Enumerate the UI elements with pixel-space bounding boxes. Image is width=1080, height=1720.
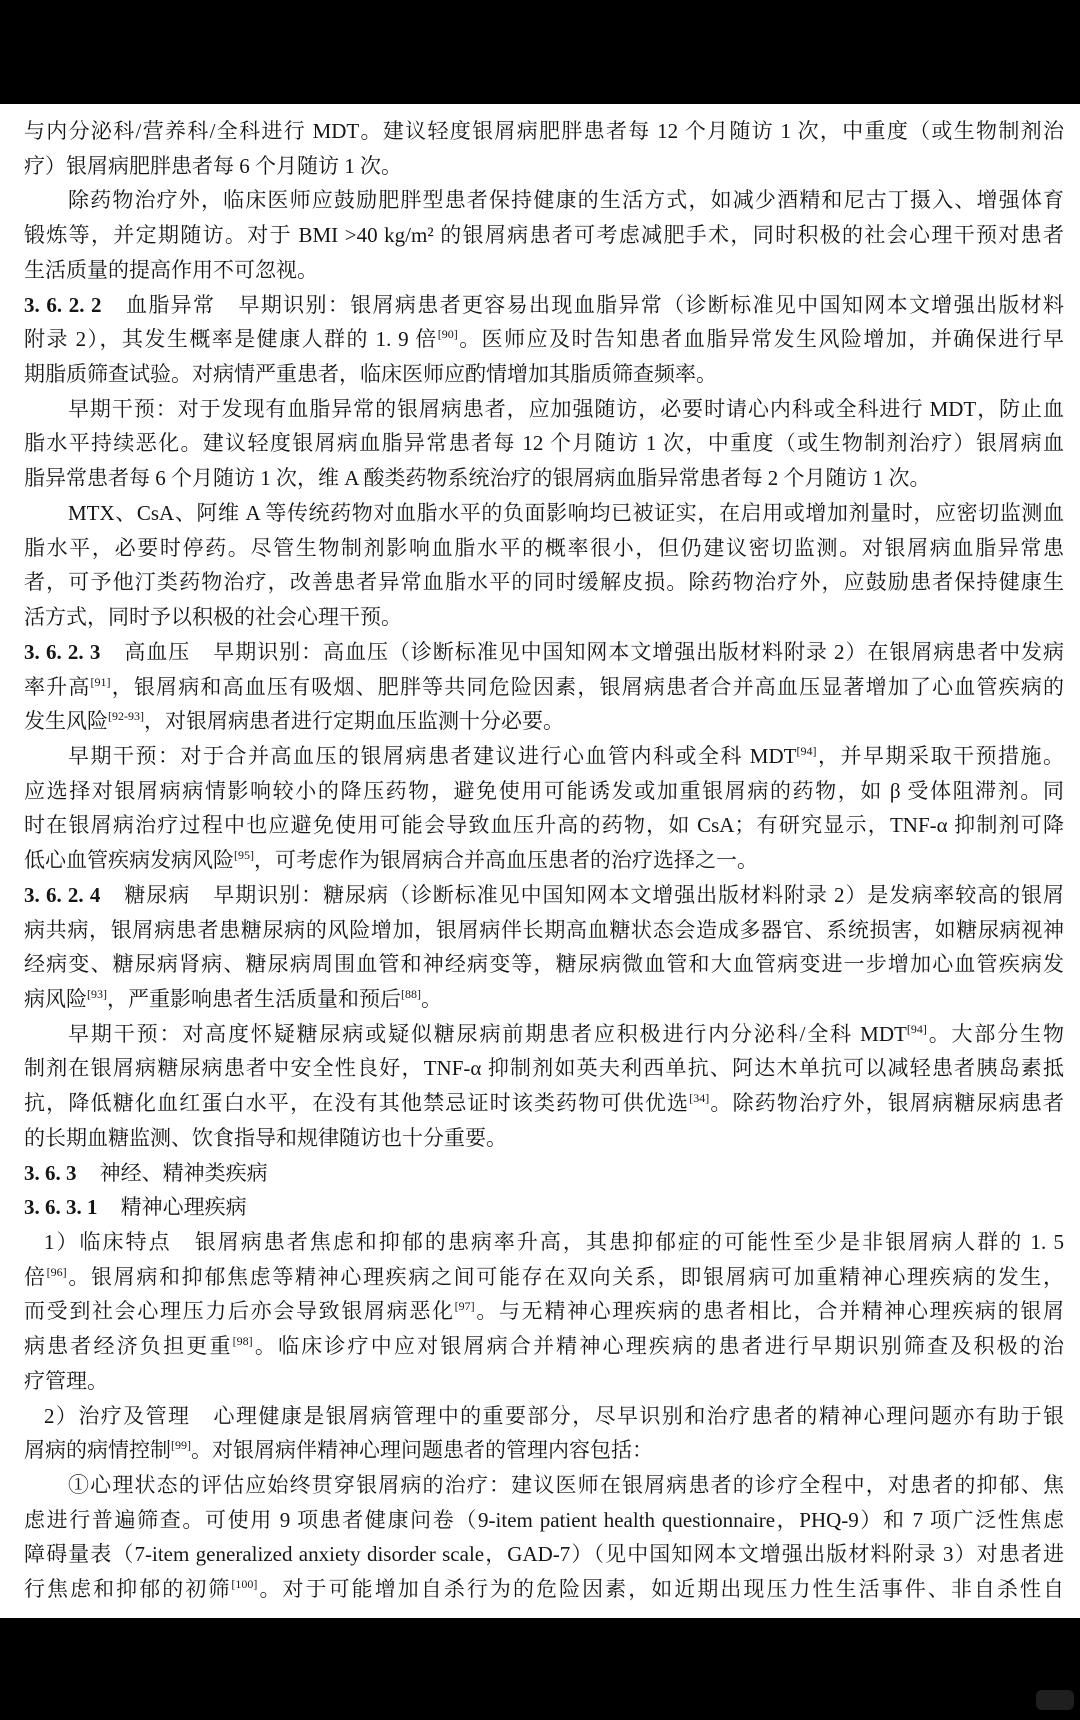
section-heading-line: [24, 1156, 1064, 1191]
citation-ref: [97]: [454, 1299, 475, 1314]
text-line: [24, 1294, 1064, 1329]
section-title: 精神心理疾病: [120, 1195, 247, 1220]
text-line: [24, 843, 1064, 878]
section-number: 3. 6. 3: [24, 1160, 77, 1185]
section-number: 3. 6. 2. 2: [24, 292, 102, 317]
text-line: [24, 1433, 1064, 1468]
text-line: 病共病，银屑病患者患糖尿病的风险增加，银屑病伴长期高血糖状态会造成多器官、系统损害，如糖尿病视神: [24, 917, 1064, 942]
text-line: [24, 982, 1064, 1017]
text-line: 经病变、糖尿病肾病、糖尿病周围血管和神经病变等，糖尿病微血管和大血管病变进一步增加心血管疾病发: [24, 952, 1064, 977]
citation-ref: [98]: [232, 1334, 253, 1349]
text-line: [24, 1399, 1064, 1434]
text-line: [24, 1017, 1064, 1052]
text-segment: 早期识别：高血压（诊断标准见中国知网本文增强出版材料附录 2）在银屑病患者中发病: [213, 639, 1064, 664]
text-line: 生活质量的提高作用不可忽视。: [24, 257, 318, 282]
text-line: 制剂在银屑病糖尿病患者中安全性良好，TNF-α 抑制剂如英夫利西单抗、阿达木单抗可以减轻患者胰岛素抵: [24, 1056, 1064, 1081]
citation-ref: [94]: [796, 743, 817, 758]
text-line: [24, 704, 1064, 739]
text-line: 脂水平，必要时停药。尽管生物制剂影响血脂水平的概率很小，但仍建议密切监测。对银屑病血脂异常患: [24, 535, 1064, 560]
citation-ref: [94]: [906, 1021, 927, 1036]
text-segment: 抗，降低糖化血红蛋白水平，在没有其他禁忌证时该类药物可供优选: [24, 1091, 690, 1116]
text-line: 脂水平持续恶化。建议轻度银屑病血脂异常患者每 12 个月随访 1 次，中重度（或生物制剂治疗）银屑病血: [24, 431, 1064, 456]
text-segment: 早期干预：对于合并高血压的银屑病患者建议进行心血管内科或全科 MDT: [68, 743, 797, 768]
section-title: 高血压: [123, 639, 191, 664]
citation-ref: [91]: [90, 674, 111, 689]
text-line: 期脂质筛查试验。对病情严重患者，临床医师应酌情增加其脂质筛查频率。: [24, 362, 717, 387]
text-line: 早期干预：对于发现有血脂异常的银屑病患者，应加强随访，必要时请心内科或全科进行 MDT，防止血: [68, 396, 1064, 421]
text-segment: 。银屑病和抑郁焦虑等精神心理疾病之间可能存在双向关系，即银屑病可加重精神心理疾病的发生，: [66, 1264, 1064, 1289]
text-segment: ，并早期采取干预措施。: [816, 743, 1064, 768]
text-segment: 早期干预：对高度怀疑糖尿病或疑似糖尿病前期患者应积极进行内分泌科/全科 MDT: [68, 1021, 907, 1046]
item-label: 2）治疗及管理: [44, 1403, 191, 1428]
citation-ref: [92-93]: [108, 709, 144, 724]
text-line: [24, 1329, 1064, 1364]
text-line: 脂异常患者每 6 个月随访 1 次，维 A 酸类药物系统治疗的银屑病血脂异常患者每 2 个月随访 1 次。: [24, 466, 931, 491]
bottom-letterbox: [0, 1618, 1080, 1720]
citation-ref: [96]: [46, 1264, 67, 1279]
text-segment: ，银屑病和高血压有吸烟、肥胖等共同危险因素，银屑病患者合并高血压显著增加了心血管疾病的: [110, 674, 1064, 699]
text-segment: 病患者经济负担更重: [24, 1334, 233, 1359]
section-number: 3. 6. 2. 3: [24, 639, 101, 664]
text-line: 与内分泌科/营养科/全科进行 MDT。建议轻度银屑病肥胖患者每 12 个月随访 1 次，中重度（或生物制剂治: [24, 119, 1064, 143]
text-segment: 病风险: [24, 986, 87, 1011]
text-segment: 行焦虑和抑郁的初筛: [24, 1577, 232, 1602]
text-segment: 倍: [24, 1264, 47, 1289]
text-segment: 早期识别：糖尿病（诊断标准见中国知网本文增强出版材料附录 2）是发病率较高的银屑: [213, 882, 1064, 907]
text-segment: ，对银屑病患者进行定期血压监测十分必要。: [144, 709, 564, 734]
section-title: 血脂异常: [124, 292, 216, 317]
text-line: 除药物治疗外，临床医师应鼓励肥胖型患者保持健康的生活方式，如减少酒精和尼古丁摄入、增强体育: [68, 188, 1064, 213]
text-segment: 早期识别：银屑病患者更容易出现血脂异常（诊断标准见中国知网本文增强出版材料: [238, 292, 1064, 317]
text-line: [24, 670, 1064, 705]
text-segment: 银屑病患者焦虑和抑郁的患病率升高，其患抑郁症的可能性至少是非银屑病人群的 1. 5: [194, 1230, 1064, 1254]
section-number: 3. 6. 3. 1: [24, 1195, 98, 1220]
item-label: 1）临床特点: [44, 1230, 172, 1254]
text-line: 时在银屑病治疗过程中也应避免使用可能会导致血压升高的药物，如 CsA；有研究显示，TNF-α 抑制剂可降: [24, 813, 1064, 838]
text-segment: 低心血管疾病发病风险: [24, 848, 234, 873]
text-segment: 。大部分生物: [926, 1021, 1064, 1046]
citation-ref: [90]: [437, 327, 458, 342]
citation-ref: [88]: [401, 986, 421, 1001]
text-line: 虑进行普遍筛查。可使用 9 项患者健康问卷（9-item patient health questionnaire，PHQ-9）和 7 项广泛性焦虑: [24, 1507, 1064, 1532]
text-segment: 率升高: [24, 674, 91, 699]
text-segment: ，严重影响患者生活质量和预后: [107, 986, 401, 1011]
text-line: [24, 739, 1064, 774]
top-letterbox: [0, 0, 1080, 104]
text-line: 应选择对银屑病病情影响较小的降压药物，避免使用可能诱发或加重银屑病的药物，如 β 受体阻滞剂。同: [24, 778, 1064, 803]
text-line: 障碍量表（7-item generalized anxiety disorder scale，GAD-7）（见中国知网本文增强出版材料附录 3）对患者进: [24, 1542, 1064, 1567]
text-segment: 。医师应及时告知患者血脂异常发生风险增加，并确保进行早: [457, 327, 1064, 352]
text-segment: 。与无精神心理疾病的患者相比，合并精神心理疾病的银屑: [474, 1299, 1064, 1324]
section-title: 神经、精神类疾病: [99, 1160, 268, 1185]
text-line: 的长期血糖监测、饮食指导和规律随访也十分重要。: [24, 1125, 507, 1150]
text-segment: 屑病的病情控制: [24, 1438, 171, 1463]
text-segment: 发生风险: [24, 709, 108, 734]
text-line: ①心理状态的评估应始终贯穿银屑病的治疗：建议医师在银屑病患者的诊疗全程中，对患者的抑郁、焦: [68, 1473, 1064, 1498]
document-page[interactable]: [0, 104, 1080, 1618]
section-heading-line: [24, 1190, 1064, 1225]
text-line: [24, 1260, 1064, 1295]
text-line: MTX、CsA、阿维 A 等传统药物对血脂水平的负面影响均已被证实，在启用或增加剂量时，应密切监测血: [68, 500, 1064, 525]
text-line: [24, 322, 1064, 357]
citation-ref: [93]: [87, 986, 107, 1001]
text-line: [24, 1086, 1064, 1121]
text-segment: ，可考虑作为银屑病合并高血压患者的治疗选择之一。: [254, 848, 758, 873]
text-segment: 附录 2），其发生概率是健康人群的 1. 9 倍: [24, 327, 438, 352]
citation-ref: [99]: [171, 1438, 191, 1453]
body-text: [24, 114, 1064, 1607]
text-line: 疗管理。: [24, 1368, 108, 1393]
text-segment: 。临床诊疗中应对银屑病合并精神心理疾病的患者进行早期识别筛查及积极的治: [252, 1334, 1064, 1359]
text-segment: 心理健康是银屑病管理中的重要部分，尽早识别和治疗患者的精神心理问题亦有助于银: [213, 1403, 1064, 1428]
citation-ref: [34]: [689, 1091, 710, 1106]
section-number: 3. 6. 2. 4: [24, 882, 101, 907]
text-segment: 。对银屑病伴精神心理问题患者的管理内容包括：: [191, 1438, 653, 1463]
text-line: 锻炼等，并定期随访。对于 BMI >40 kg/m² 的银屑病患者可考虑减肥手术，同时积极的社会心理干预对患者: [24, 223, 1064, 248]
text-line: 疗）银屑病肥胖患者每 6 个月随访 1 次。: [24, 153, 402, 178]
section-heading-line: [24, 635, 1064, 670]
section-heading-line: [24, 878, 1064, 913]
text-segment: 。: [421, 986, 442, 1011]
text-segment: 。对于可能增加自杀行为的危险因素，如近期出现压力性生活事件、非自杀性自: [257, 1577, 1064, 1602]
section-title: 糖尿病: [123, 882, 191, 907]
watermark-badge: [1036, 1690, 1074, 1710]
text-line: 者，可予他汀类药物治疗，改善患者异常血脂水平的同时缓解皮损。除药物治疗外，应鼓励患者保持健康生: [24, 570, 1064, 595]
citation-ref: [100]: [231, 1577, 258, 1592]
section-heading-line: [24, 288, 1064, 323]
text-segment: 。除药物治疗外，银屑病糖尿病患者: [709, 1091, 1064, 1116]
text-line: [24, 1572, 1064, 1607]
text-line: [24, 1225, 1064, 1260]
text-segment: 而受到社会心理压力后亦会导致银屑病恶化: [24, 1299, 455, 1324]
text-line: 活方式，同时予以积极的社会心理干预。: [24, 605, 402, 630]
citation-ref: [95]: [234, 848, 254, 863]
